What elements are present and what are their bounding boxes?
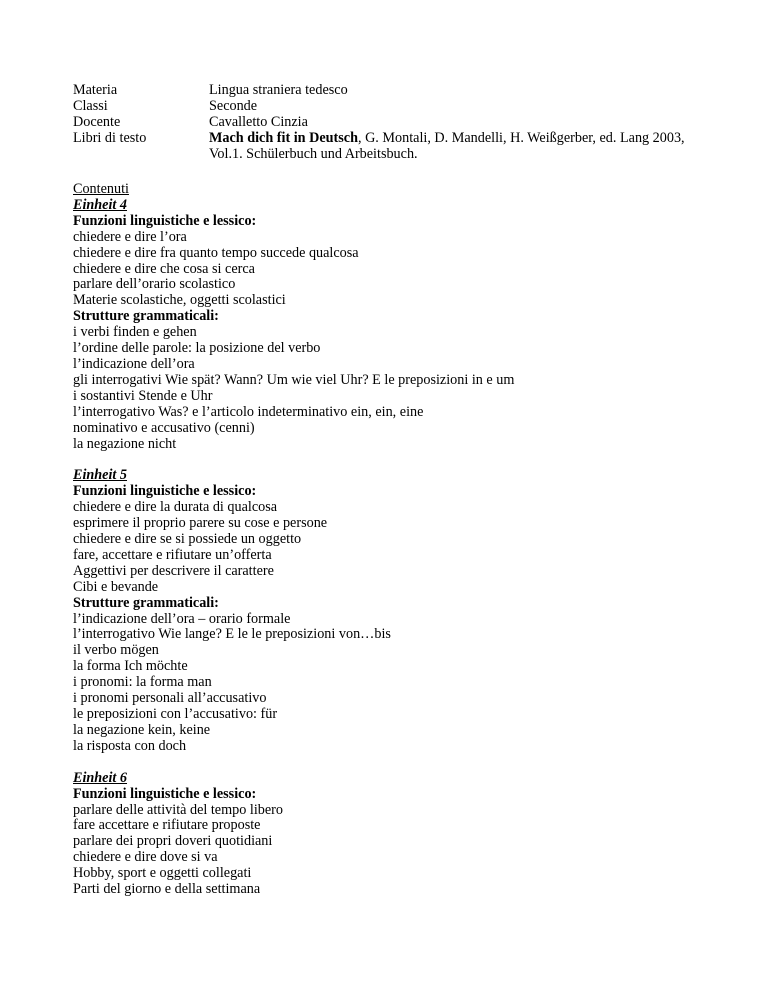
- funzioni-item: chiedere e dire che cosa si cerca: [73, 260, 255, 277]
- funzioni-item: parlare dell’orario scolastico: [73, 276, 236, 293]
- funzioni-item: parlare dei propri doveri quotidiani: [73, 833, 273, 850]
- unit-section: [73, 771, 713, 898]
- strutture-item: il verbo mögen: [73, 642, 159, 659]
- libri-details: , G. Montali, D. Mandelli, H. Weißgerber, ed. Lang 2003, Vol.1. Schülerbuch und Arbeitsbuch.: [209, 129, 685, 162]
- funzioni-item: Hobby, sport e oggetti collegati: [73, 865, 252, 882]
- unit-title: Einheit 5: [73, 467, 128, 484]
- funzioni-item: Materie scolastiche, oggetti scolastici: [73, 292, 286, 309]
- funzioni-heading: Funzioni linguistiche e lessico:: [73, 212, 257, 229]
- funzioni-item: fare accettare e rifiutare proposte: [73, 817, 261, 834]
- contenuti-section: [73, 182, 713, 898]
- funzioni-item: parlare delle attività del tempo libero: [73, 801, 283, 818]
- docente-value: Cavalletto Cinzia: [209, 113, 308, 130]
- strutture-item: la risposta con doch: [73, 737, 187, 754]
- funzioni-item: Parti del giorno e della settimana: [73, 881, 261, 898]
- unit-section: [73, 468, 713, 754]
- funzioni-heading: Funzioni linguistiche e lessico:: [73, 785, 257, 802]
- strutture-heading: Strutture grammaticali:: [73, 594, 219, 611]
- strutture-item: l’indicazione dell’ora – orario formale: [73, 610, 291, 627]
- units-container: [73, 198, 713, 898]
- strutture-item: la negazione kein, keine: [73, 721, 211, 738]
- funzioni-item: esprimere il proprio parere su cose e persone: [73, 515, 328, 532]
- strutture-item: i verbi finden e gehen: [73, 324, 197, 341]
- materia-row: [73, 83, 713, 99]
- funzioni-heading: Funzioni linguistiche e lessico:: [73, 483, 257, 500]
- strutture-item: i pronomi personali all’accusativo: [73, 690, 267, 707]
- strutture-item: l’ordine delle parole: la posizione del verbo: [73, 340, 321, 357]
- unit-title: Einheit 4: [73, 196, 128, 213]
- classi-value: Seconde: [209, 97, 258, 114]
- strutture-item: la negazione nicht: [73, 435, 177, 452]
- funzioni-item: chiedere e dire l’ora: [73, 228, 187, 245]
- funzioni-item: Cibi e bevande: [73, 578, 159, 595]
- strutture-item: l’indicazione dell’ora: [73, 355, 195, 372]
- libri-value: [209, 131, 713, 163]
- contenuti-heading: Contenuti: [73, 181, 129, 197]
- classi-label: Classi: [73, 97, 108, 114]
- unit-spacer: [73, 755, 713, 771]
- funzioni-item: chiedere e dire fra quanto tempo succede qualcosa: [73, 244, 359, 261]
- strutture-item: l’interrogativo Wie lange? E le le preposizioni von…bis: [73, 626, 391, 643]
- strutture-item: la forma Ich möchte: [73, 658, 188, 675]
- libri-row: [73, 131, 713, 163]
- libri-label: Libri di testo: [73, 129, 147, 146]
- strutture-item: nominativo e accusativo (cenni): [73, 419, 255, 436]
- unit-spacer: [73, 452, 713, 468]
- strutture-item: i pronomi: la forma man: [73, 674, 212, 691]
- docente-label: Docente: [73, 113, 121, 130]
- libri-title: Mach dich fit in Deutsch: [209, 129, 358, 146]
- strutture-item: le preposizioni con l’accusativo: für: [73, 706, 278, 722]
- funzioni-item: chiedere e dire se si possiede un oggetto: [73, 531, 302, 548]
- materia-value: Lingua straniera tedesco: [209, 82, 348, 98]
- strutture-heading: Strutture grammaticali:: [73, 308, 219, 325]
- unit-title: Einheit 6: [73, 769, 128, 786]
- unit-section: [73, 198, 713, 453]
- strutture-item: l’interrogativo Was? e l’articolo indeterminativo ein, ein, eine: [73, 403, 424, 420]
- funzioni-item: fare, accettare e rifiutare un’offerta: [73, 546, 272, 563]
- classi-row: [73, 99, 713, 115]
- docente-row: [73, 115, 713, 131]
- course-info: [73, 83, 713, 163]
- funzioni-item: chiedere e dire dove si va: [73, 849, 218, 866]
- funzioni-item: chiedere e dire la durata di qualcosa: [73, 499, 278, 516]
- strutture-item: gli interrogativi Wie spät? Wann? Um wie viel Uhr? E le preposizioni in e um: [73, 371, 515, 388]
- materia-label: Materia: [73, 82, 118, 98]
- strutture-item: i sostantivi Stende e Uhr: [73, 387, 213, 404]
- funzioni-item: Aggettivi per descrivere il carattere: [73, 562, 274, 579]
